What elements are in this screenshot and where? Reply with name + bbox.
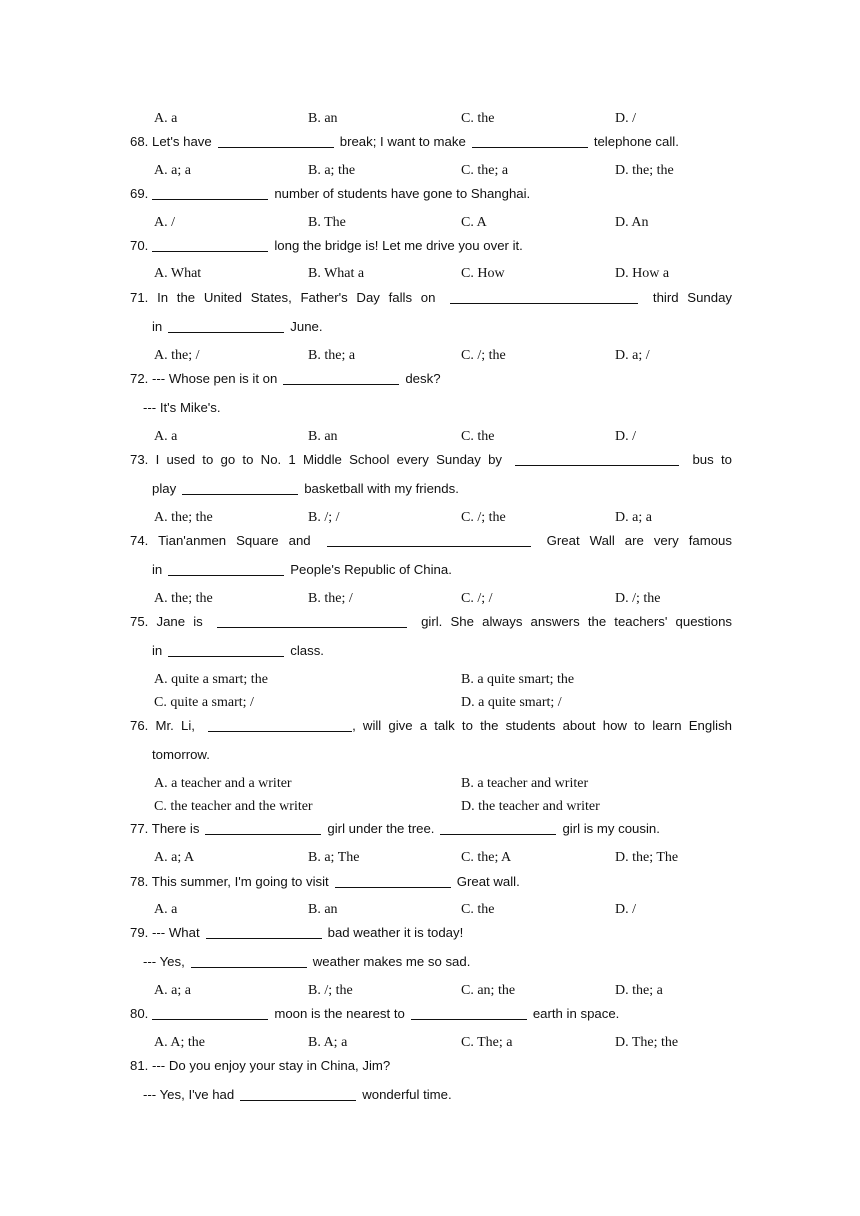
q69-option-d: D. An	[615, 215, 649, 230]
question-number: 73.	[130, 452, 149, 467]
question-number: 80.	[130, 1006, 149, 1021]
question-71: 71. In the United States, Father's Day falls on third Sunday	[130, 290, 733, 305]
q78-option-b: B. an	[308, 902, 338, 917]
q77-option-b: B. a; The	[308, 850, 360, 865]
q80-option-c: C. The; a	[461, 1035, 513, 1050]
q68-option-b: B. a; the	[308, 163, 356, 178]
question-number: 79.	[130, 925, 149, 940]
q70-option-d: D. How a	[615, 266, 670, 281]
question-number: 81.	[130, 1058, 149, 1073]
answer-blank[interactable]	[217, 614, 407, 628]
answer-blank[interactable]	[191, 954, 307, 968]
q79-option-a: A. a; a	[154, 983, 191, 998]
answer-blank[interactable]	[152, 1006, 268, 1020]
q71-option-b: B. the; a	[308, 348, 356, 363]
question-76-line-2: tomorrow.	[152, 747, 210, 762]
answer-blank[interactable]	[168, 562, 284, 576]
answer-blank[interactable]	[218, 134, 334, 148]
q78-option-c: C. the	[461, 902, 495, 917]
q76-option-c: C. the teacher and the writer	[154, 799, 313, 814]
q75-option-a: A. quite a smart; the	[154, 672, 268, 687]
q73-option-c: C. /; the	[461, 510, 506, 525]
question-number: 70.	[130, 238, 149, 253]
q75-option-c: C. quite a smart; /	[154, 695, 254, 710]
q71-option-d: D. a; /	[615, 348, 650, 363]
q80-option-d: D. The; the	[615, 1035, 679, 1050]
question-number: 71.	[130, 290, 149, 305]
q77-option-d: D. the; The	[615, 850, 679, 865]
question-78: 78. This summer, I'm going to visit Great wall.	[130, 874, 520, 889]
q67-option-a: A. a	[154, 111, 178, 126]
answer-blank[interactable]	[208, 718, 352, 732]
q68-option-a: A. a; a	[154, 163, 191, 178]
answer-blank[interactable]	[450, 290, 638, 304]
question-number: 72.	[130, 371, 149, 386]
q70-option-a: A. What	[154, 266, 202, 281]
q70-option-b: B. What a	[308, 266, 365, 281]
answer-blank[interactable]	[472, 134, 588, 148]
answer-blank[interactable]	[240, 1087, 356, 1101]
q69-option-a: A. /	[154, 215, 175, 230]
answer-blank[interactable]	[168, 643, 284, 657]
answer-blank[interactable]	[515, 452, 679, 466]
q74-option-b: B. the; /	[308, 591, 353, 606]
question-74: 74. Tian'anmen Square and Great Wall are very famous	[130, 533, 732, 548]
question-number: 74.	[130, 533, 149, 548]
q74-option-d: D. /; the	[615, 591, 661, 606]
answer-blank[interactable]	[168, 319, 284, 333]
answer-blank[interactable]	[205, 821, 321, 835]
question-81-answer: --- Yes, I've had wonderful time.	[143, 1087, 452, 1102]
question-number: 78.	[130, 874, 149, 889]
q72-option-a: A. a	[154, 429, 178, 444]
answer-blank[interactable]	[152, 186, 268, 200]
q71-option-c: C. /; the	[461, 348, 506, 363]
question-71-line-2: in June.	[152, 319, 323, 334]
q73-option-a: A. the; the	[154, 510, 213, 525]
q78-option-d: D. /	[615, 902, 636, 917]
q73-option-d: D. a; a	[615, 510, 652, 525]
q78-option-a: A. a	[154, 902, 178, 917]
q72-option-d: D. /	[615, 429, 636, 444]
question-69: 69. number of students have gone to Shanghai.	[130, 186, 531, 201]
question-number: 68.	[130, 134, 149, 149]
question-72: 72. --- Whose pen is it on desk?	[130, 371, 441, 386]
question-72-answer: --- It's Mike's.	[143, 400, 221, 415]
question-75: 75. Jane is girl. She always answers the teachers' questions	[130, 614, 732, 629]
q77-option-c: C. the; A	[461, 850, 512, 865]
question-79: 79. --- What bad weather it is today!	[130, 925, 464, 940]
answer-blank[interactable]	[182, 481, 298, 495]
answer-blank[interactable]	[440, 821, 556, 835]
q76-option-b: B. a teacher and writer	[461, 776, 589, 791]
q68-option-c: C. the; a	[461, 163, 509, 178]
answer-blank[interactable]	[327, 533, 531, 547]
question-75-line-2: in class.	[152, 643, 324, 658]
question-81: 81. --- Do you enjoy your stay in China, Jim?	[130, 1058, 391, 1073]
q68-option-d: D. the; the	[615, 163, 674, 178]
q72-option-c: C. the	[461, 429, 495, 444]
q75-option-d: D. a quite smart; /	[461, 695, 562, 710]
q67-option-b: B. an	[308, 111, 338, 126]
q79-option-b: B. /; the	[308, 983, 353, 998]
question-79-answer: --- Yes, weather makes me so sad.	[143, 954, 471, 969]
question-76: 76. Mr. Li, , will give a talk to the students about how to learn English	[130, 718, 732, 733]
q69-option-b: B. The	[308, 215, 346, 230]
question-77: 77. There is girl under the tree. girl is my cousin.	[130, 821, 660, 836]
q74-option-a: A. the; the	[154, 591, 213, 606]
q79-option-c: C. an; the	[461, 983, 516, 998]
q80-option-b: B. A; a	[308, 1035, 348, 1050]
answer-blank[interactable]	[335, 874, 451, 888]
q77-option-a: A. a; A	[154, 850, 195, 865]
question-number: 76.	[130, 718, 149, 733]
question-73-line-2: play basketball with my friends.	[152, 481, 459, 496]
question-70: 70. long the bridge is! Let me drive you over it.	[130, 238, 523, 253]
q75-option-b: B. a quite smart; the	[461, 672, 575, 687]
q74-option-c: C. /; /	[461, 591, 493, 606]
answer-blank[interactable]	[283, 371, 399, 385]
answer-blank[interactable]	[206, 925, 322, 939]
question-number: 69.	[130, 186, 149, 201]
q67-option-d: D. /	[615, 111, 636, 126]
answer-blank[interactable]	[152, 238, 268, 252]
q72-option-b: B. an	[308, 429, 338, 444]
question-74-line-2: in People's Republic of China.	[152, 562, 452, 577]
q70-option-c: C. How	[461, 266, 505, 281]
q79-option-d: D. the; a	[615, 983, 663, 998]
question-number: 75.	[130, 614, 149, 629]
q80-option-a: A. A; the	[154, 1035, 205, 1050]
q69-option-c: C. A	[461, 215, 487, 230]
q76-option-a: A. a teacher and a writer	[154, 776, 292, 791]
q67-option-c: C. the	[461, 111, 495, 126]
question-73: 73. I used to go to No. 1 Middle School every Sunday by bus to	[130, 452, 732, 467]
answer-blank[interactable]	[411, 1006, 527, 1020]
q73-option-b: B. /; /	[308, 510, 340, 525]
question-number: 77.	[130, 821, 149, 836]
question-68: 68. Let's have break; I want to make telephone call.	[130, 134, 679, 149]
q76-option-d: D. the teacher and writer	[461, 799, 600, 814]
question-80: 80. moon is the nearest to earth in space.	[130, 1006, 620, 1021]
q71-option-a: A. the; /	[154, 348, 200, 363]
